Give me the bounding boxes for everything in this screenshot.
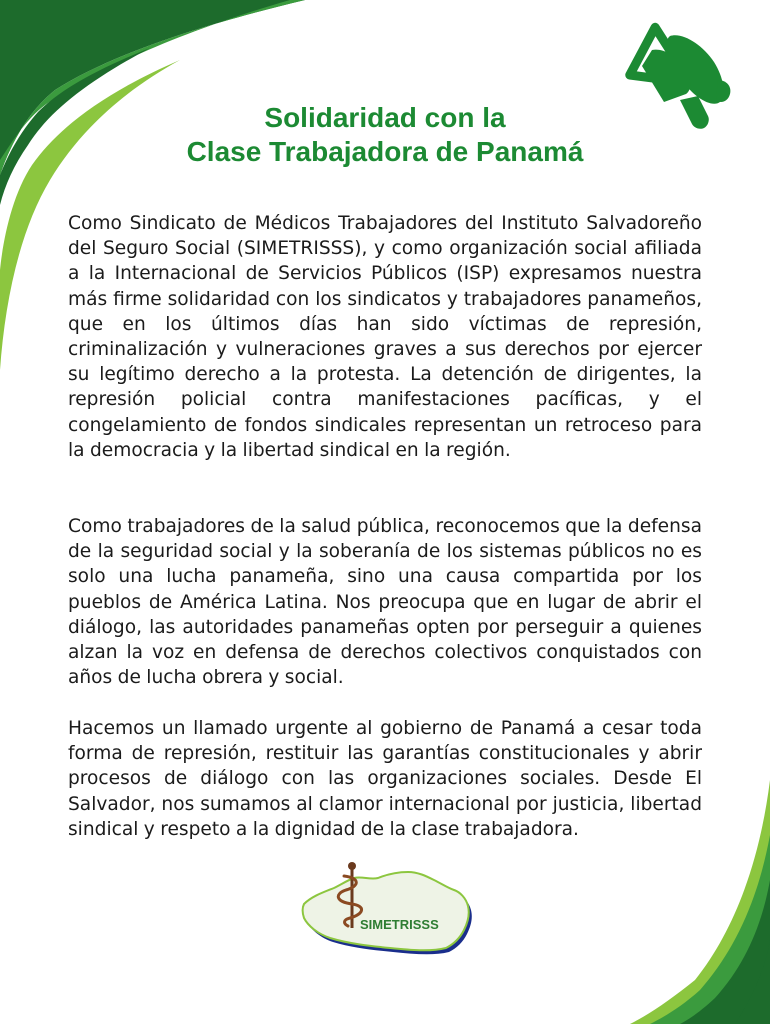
simetrisss-logo: [290, 858, 480, 958]
paragraph-3: Hacemos un llamado urgente al gobierno de Panamá a cesar toda forma de represión, restituir las garantías constitucionales y abrir procesos de diálogo con las organizaciones sociales. Desde El Salvador, nos sumamos al clamor internacional por justicia, libertad sindical y respeto a la dignidad de la clase trabajadora.: [68, 718, 702, 840]
page-title-line-1: Solidaridad con la: [264, 102, 506, 133]
paragraph-2: Como trabajadores de la salud pública, reconocemos que la defensa de la seguridad social y la soberanía de los sistemas públicos no es solo una lucha panameña, sino una causa compartida por los pueblos de América Latina. Nos preocupa que en lugar de abrir el diálogo, las autoridades panameñas opten por perseguir a quienes alzan la voz en defensa de derechos colectivos conquistados con años de lucha obrera y social.: [68, 516, 702, 689]
logo-text: SIMETRISSS: [360, 917, 439, 932]
page-title-line-2: Clase Trabajadora de Panamá: [186, 136, 584, 167]
paragraph-1: Como Sindicato de Médicos Trabajadores del Instituto Salvadoreño del Seguro Social (SIMETRISSS), y como organización social afiliada a la Internacional de Servicios Públicos (ISP) expresamos nuestra más firme solidaridad con los sindicatos y trabajadores panameños, que en los últimos días han sido víctimas de represión, criminalización y vulneraciones graves a sus derechos por ejercer su legítimo derecho a la protesta. La detención de dirigentes, la represión policial contra manifestaciones pacíficas, y el congelamiento de fondos sindicales representan un retroceso para la democracia y la libertad sindical en la región.: [68, 213, 702, 461]
